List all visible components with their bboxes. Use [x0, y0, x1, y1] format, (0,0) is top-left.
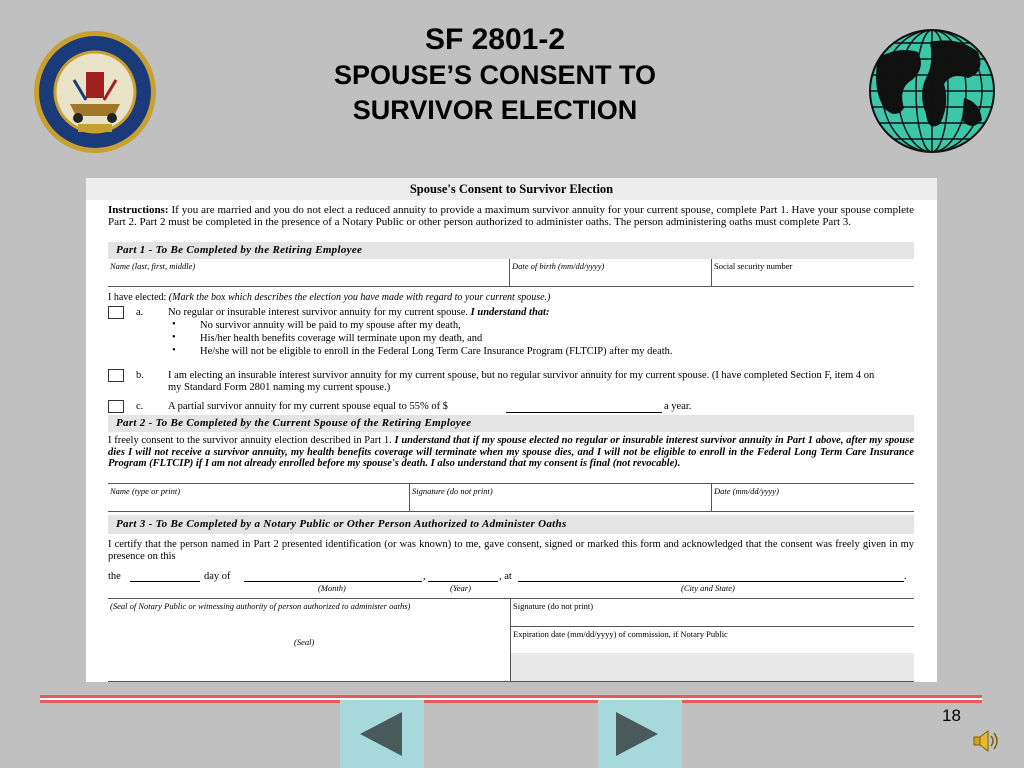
city-state-label: (City and State) [681, 583, 735, 593]
option-c-checkbox[interactable] [108, 400, 124, 413]
spouse-name-label: Name (type or print) [110, 486, 181, 496]
partial-amount-field[interactable] [506, 412, 662, 413]
notary-signature-label: Signature (do not print) [513, 601, 594, 611]
part3-header: Part 3 - To Be Completed by a Notary Public or Other Person Authorized to Administer Oaths [108, 515, 914, 534]
seal-authority-label: (Seal of Notary Public or witnessing authority of person authorized to administer oaths) [110, 601, 411, 611]
seal-word: (Seal) [294, 637, 315, 647]
year-label: (Year) [450, 583, 471, 593]
year-field[interactable] [428, 581, 498, 582]
army-seal-icon [26, 30, 164, 154]
ssn-label: Social security number [714, 261, 793, 271]
instructions-text: If you are married and you do not elect a reduced annuity to provide a maximum survivor annuity for your current spouse, complete Part 1. Have your spouse complete Part 2. Part 2 must be completed in the presence of a Notary Public or other person authorized to administer oaths. The person administering oaths must complete Part 3. [108, 204, 914, 228]
spouse-signature-label: Signature (do not print) [412, 486, 493, 496]
part2-plain: I freely consent to the survivor annuity election described in Part 1. [108, 435, 395, 446]
part2-bold: I understand that if my spouse elected no regular or insurable interest survivor annuity in Part 1 above, after my spouse dies I will not receive a survivor annuity, my health benefits coverage will terminate when my spouse dies, and I will not be eligible to enroll in the Federal Long Term Care Insurance Program (FLTCIP) if I am not already enrolled before my spouse's death. I also understand that my consent is final (not revocable). [108, 435, 914, 469]
option-a-text [168, 307, 549, 319]
page-number: 18 [942, 706, 961, 725]
bullet-1: • [172, 319, 176, 330]
previous-slide-button[interactable] [340, 700, 424, 768]
option-c-text: A partial survivor annuity for my current spouse equal to 55% of $ [168, 401, 448, 412]
option-b-letter: b. [136, 370, 144, 381]
left-arrow-icon [340, 700, 424, 768]
expiration-label: Expiration date (mm/dd/yyyy) of commission, if Notary Public [513, 629, 728, 639]
option-b-text: I am electing an insurable interest survivor annuity for my current spouse, but no regular survivor annuity for my current spouse. (I have completed Section F, item 4 on my Standard Form 2801 naming my current spouse.) [168, 370, 875, 393]
month-label: (Month) [318, 583, 346, 593]
elected-hint: (Mark the box which describes the election you have made with regard to your current spouse.) [166, 292, 551, 303]
option-a-letter: a. [136, 307, 144, 318]
title-line-2: SPOUSE’S CONSENT TO [333, 60, 657, 90]
next-slide-button[interactable] [598, 700, 682, 768]
option-a-checkbox[interactable] [108, 306, 124, 319]
month-comma: , [423, 571, 426, 582]
day-field[interactable] [130, 581, 200, 582]
the-word: the [108, 571, 121, 582]
bullet-text-2: His/her health benefits coverage will terminate upon my death, and [200, 333, 483, 344]
speaker-icon[interactable] [972, 728, 1000, 754]
form-document [86, 178, 937, 682]
dob-label: Date of birth (mm/dd/yyyy) [512, 261, 605, 271]
elected-line [108, 292, 550, 304]
right-arrow-icon [598, 700, 682, 768]
instructions-label: Instructions: [108, 204, 169, 216]
option-c-suffix: a year. [664, 401, 692, 412]
gray-block [511, 653, 914, 682]
instructions [108, 204, 914, 228]
option-a-understand: I understand that: [468, 307, 550, 318]
spouse-date-label: Date (mm/dd/yyyy) [714, 486, 779, 496]
footer-divider [40, 690, 982, 698]
bullet-3: • [172, 345, 176, 356]
part2-statement [108, 435, 914, 470]
elected-label: I have elected: [108, 292, 167, 303]
globe-icon [868, 28, 996, 154]
title-line-3: SURVIVOR ELECTION [352, 95, 638, 125]
certify-text: I certify that the person named in Part 2 presented identification (or was known) to me, gave consent, signed or marked this form and acknowledged that the consent was freely given in my presence on this [108, 539, 914, 562]
bullet-text-3: He/she will not be eligible to enroll in the Federal Long Term Care Insurance Program (FLTCIP) after my death. [200, 346, 673, 357]
day-of-word: day of [204, 571, 231, 582]
line-period: . [904, 571, 907, 582]
slide-title [250, 22, 740, 128]
name-label: Name (last, first, middle) [110, 261, 196, 271]
bullet-text-1: No survivor annuity will be paid to my spouse after my death, [200, 320, 461, 331]
city-state-field[interactable] [518, 581, 904, 582]
part1-header: Part 1 - To Be Completed by the Retiring Employee [108, 242, 914, 259]
title-line-1: SF 2801-2 [424, 23, 566, 56]
form-title: Spouse's Consent to Survivor Election [86, 178, 937, 200]
at-word: , at [499, 571, 512, 582]
option-a-main: No regular or insurable interest survivor annuity for my current spouse. [168, 307, 469, 318]
month-field[interactable] [244, 581, 422, 582]
option-c-letter: c. [136, 401, 144, 412]
option-b-checkbox[interactable] [108, 369, 124, 382]
part2-header: Part 2 - To Be Completed by the Current Spouse of the Retiring Employee [108, 415, 914, 432]
bullet-2: • [172, 332, 176, 343]
